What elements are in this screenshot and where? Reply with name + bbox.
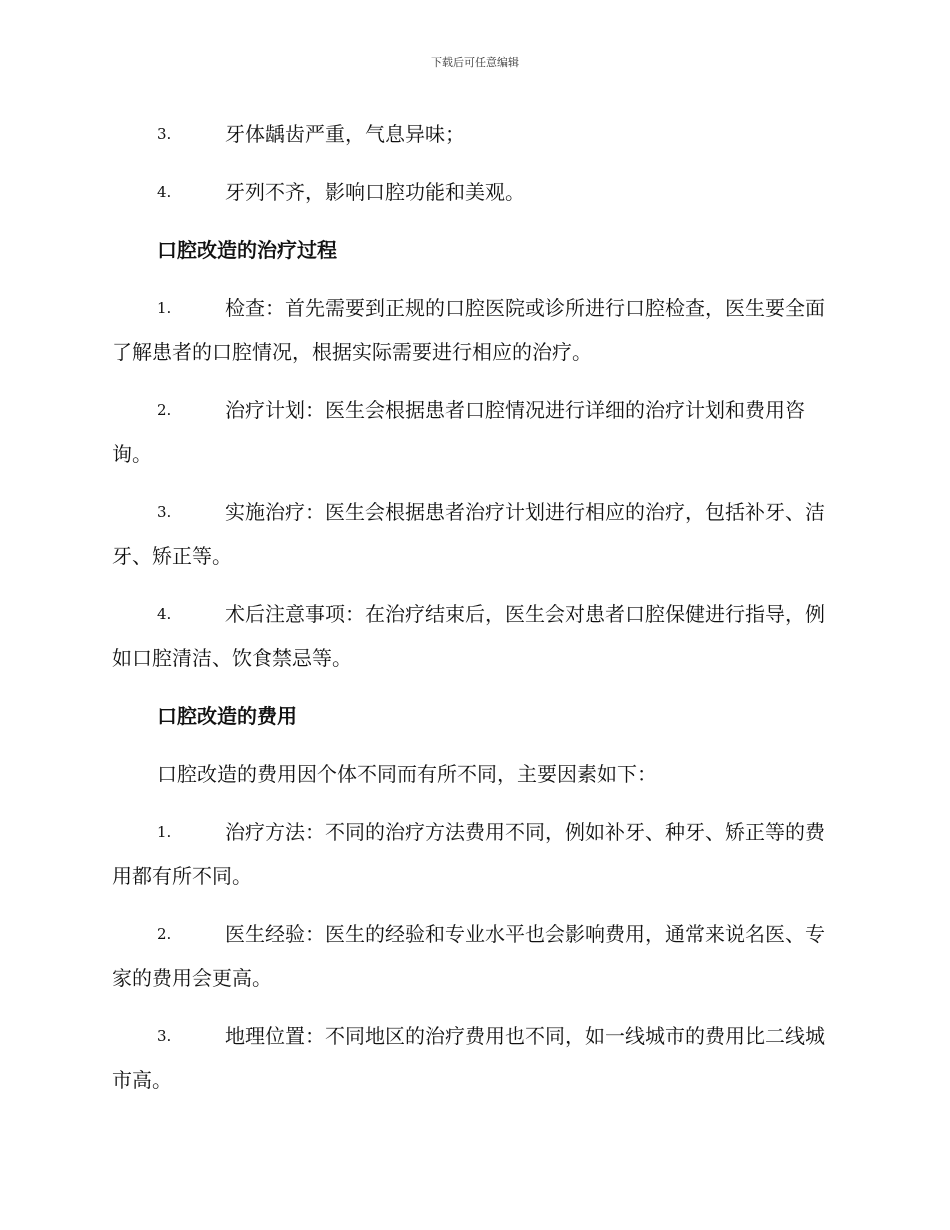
- list-item: [112, 388, 837, 476]
- list-text: 医生经验：医生的经验和专业水平也会影响费用，通常来说名医、专家的费用会更高。: [112, 922, 825, 990]
- list-number: 1.: [157, 299, 172, 317]
- list-text: 治疗方法：不同的治疗方法费用不同，例如补牙、种牙、矫正等的费用都有所不同。: [112, 820, 825, 888]
- list-text: 牙列不齐，影响口腔功能和美观。: [225, 180, 525, 204]
- section-heading-costs: 口腔改造的费用: [157, 704, 297, 728]
- list-number: 4.: [157, 605, 172, 623]
- intro-paragraph: 口腔改造的费用因个体不同而有所不同，主要因素如下：: [157, 762, 657, 786]
- list-text: 治疗计划：医生会根据患者口腔情况进行详细的治疗计划和费用咨询。: [112, 398, 805, 466]
- list-item: [112, 1014, 837, 1102]
- list-number: 3.: [157, 503, 172, 521]
- document-body: [112, 112, 837, 1116]
- list-text: 检查：首先需要到正规的口腔医院或诊所进行口腔检查，医生要全面了解患者的口腔情况，根据实际需要进行相应的治疗。: [112, 296, 825, 364]
- list-number: 3.: [157, 1027, 172, 1045]
- list-item: [112, 592, 837, 680]
- list-number: 4.: [157, 183, 172, 201]
- list-number: 1.: [157, 823, 172, 841]
- list-text: 地理位置：不同地区的治疗费用也不同，如一线城市的费用比二线城市高。: [112, 1024, 825, 1092]
- list-item: [112, 286, 837, 374]
- list-item: [112, 810, 837, 898]
- list-text: 实施治疗：医生会根据患者治疗计划进行相应的治疗，包括补牙、洁牙、矫正等。: [112, 500, 825, 568]
- list-item: [112, 112, 837, 156]
- list-number: 2.: [157, 925, 172, 943]
- header-note: 下载后可任意编辑: [431, 56, 519, 69]
- list-item: [112, 170, 837, 214]
- list-item: [112, 912, 837, 1000]
- section-heading-treatment-process: 口腔改造的治疗过程: [157, 238, 337, 262]
- list-text: 术后注意事项：在治疗结束后，医生会对患者口腔保健进行指导，例如口腔清洁、饮食禁忌等。: [112, 602, 825, 670]
- list-item: [112, 490, 837, 578]
- list-number: 2.: [157, 401, 172, 419]
- list-text: 牙体龋齿严重，气息异味；: [225, 122, 465, 146]
- list-number: 3.: [157, 125, 172, 143]
